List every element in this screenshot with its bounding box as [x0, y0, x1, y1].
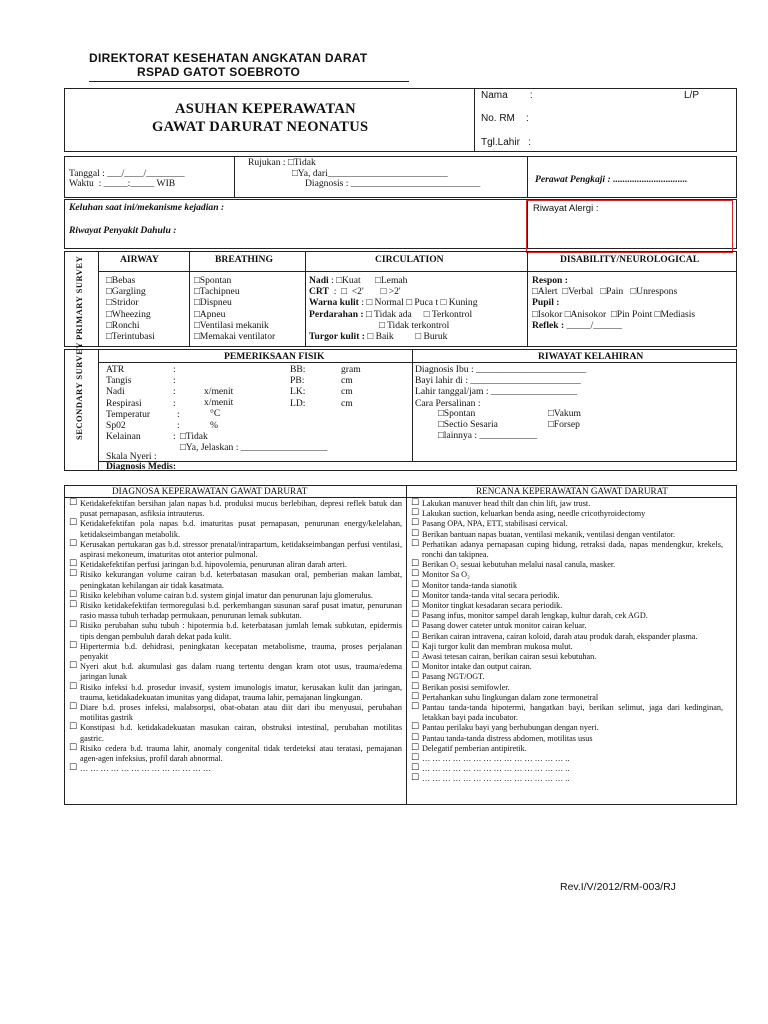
breathing-option[interactable]: □Memakai ventilator [194, 331, 276, 343]
rencana-item[interactable]: ☐ Perhatikan adanya pernapasan cuping hidung, retraksi dada, napas mendengkur, krekels, ronchi dan takipnea. [411, 540, 723, 560]
primary-col-div-3 [527, 251, 528, 347]
respirasi-unit: x/menit [204, 397, 234, 409]
anthropometry-units [341, 364, 361, 409]
patient-gender-field[interactable]: L/P [684, 90, 700, 101]
patient-rm-field[interactable]: No. RM : [481, 113, 529, 124]
diagnosa-item[interactable]: ☐ Ketidakefektifan pola napas b.d. imaturitas pusat pernapasan, penurunan energy/kelelahan, ketidakseimbangan metabolik. [69, 519, 402, 539]
disability-heading: DISABILITY/NEUROLOGICAL [560, 254, 700, 265]
perdarahan-label: Perdarahan : [309, 308, 364, 320]
rencana-item[interactable]: ☐ Awasi tetesan cairan, berikan cairan sesui kebutuhan. [411, 652, 723, 662]
rencana-item[interactable]: ☐ Pantau tanda-tanda distress abdomen, motilitas usus [411, 734, 723, 744]
rencana-heading: RENCANA KEPERAWATAN GAWAT DARURAT [476, 486, 668, 496]
nadi-label: Nadi [309, 275, 329, 286]
rencana-item[interactable]: ☐ Kaji turgor kulit dan membran mukosa mulut. [411, 642, 723, 652]
tanggal-field[interactable]: Tanggal : ___/____/________ [69, 168, 185, 179]
reflek-row[interactable] [532, 320, 695, 331]
respon-label: Respon : [532, 275, 568, 286]
patient-dob-field[interactable]: Tgl.Lahir : [481, 137, 532, 148]
temperatur-unit: °C [210, 408, 221, 420]
anthropometry-labels [290, 364, 305, 409]
persalinan-spontan-option[interactable]: □Spontan [438, 408, 476, 419]
pupil-label: Pupil : [532, 297, 560, 309]
rencana-item[interactable]: ☐ Delegatif pemberian antipiretik. [411, 744, 723, 754]
persalinan-options-left [438, 408, 537, 442]
rencana-item[interactable]: ☐ Berikan bantuan napas buatan, ventilasi mekanik, ventilasi dengan ventilator. [411, 530, 723, 540]
riwayat-kelahiran-heading: RIWAYAT KELAHIRAN [538, 351, 644, 362]
rencana-item[interactable]: ☐ Berikan cairan intravena, cairan koloid, darah atau produk darah, ekspander plasma. [411, 632, 723, 642]
turgor-label: Turgor kulit : [309, 331, 365, 343]
airway-option[interactable]: □Ronchi [106, 319, 140, 331]
rencana-item[interactable]: ☐ … … … … … … … … … … … … … … .. [411, 754, 723, 764]
breathing-option[interactable]: □Ventilasi mekanik [194, 319, 269, 331]
pemeriksaan-fisik-heading: PEMERIKSAAN FISIK [224, 351, 325, 362]
rencana-item[interactable]: ☐ Monitor tingkat kesadaran secara periodik. [411, 601, 723, 611]
rencana-item[interactable]: ☐ Monitor tanda-tanda sianotik [411, 581, 723, 591]
bb-label: BB: [290, 364, 306, 375]
persalinan-forsep-option[interactable]: □Forsep [548, 419, 580, 431]
kelainan-tidak-option[interactable]: □Tidak [180, 431, 208, 442]
kelainan-ya-option[interactable]: □Ya, Jelaskan : __________________ [180, 442, 328, 453]
circulation-heading: CIRCULATION [375, 254, 444, 265]
waktu-field[interactable]: Waktu : _____:_____ WIB [69, 178, 176, 189]
spo2-label: Sp02 [106, 420, 126, 432]
form-title-line1: ASUHAN KEPERAWATAN [175, 101, 356, 117]
diagnosa-item[interactable]: ☐ Risiko kekurangan volume cairan b.d. keterbatasan masukan oral, pemberian makan lambat, peningkatan kehilangan air tidak kasatmata. [69, 570, 402, 590]
pupil-options[interactable]: □Isokor □Anisokor □Pin Point □Mediasis [532, 308, 696, 320]
nadi-row[interactable] [309, 275, 478, 286]
header-underline [89, 81, 409, 82]
diagnosa-item[interactable]: ☐ Risiko kelebihan volume cairan b.d. system ginjal imatur dan penurunan laju glomerulus. [69, 591, 402, 601]
secondary-survey-box [64, 349, 737, 471]
airway-option[interactable]: □Bebas [106, 275, 136, 286]
diagnosa-item[interactable]: ☐ Risiko ketidakefektifan termoregulasi b.d. perkembangan susunan saraf pusat imatur, penurunan rasio massa tubuh terhadap permukaan, penurunan lemak subkutan. [69, 601, 402, 621]
airway-options [106, 275, 155, 342]
visit-divider-2 [527, 156, 528, 198]
keluhan-field[interactable]: Keluhan saat ini/mekanisme kejadian : [69, 202, 225, 213]
primary-col-div-1 [189, 251, 190, 347]
diagnosa-heading: DIAGNOSA KEPERAWATAN GAWAT DARURAT [112, 486, 308, 496]
colon: : [173, 364, 176, 375]
rencana-item[interactable]: ☐ … … … … … … … … … … … … … … .. [411, 764, 723, 774]
warna-kulit-label: Warna kulit [309, 297, 359, 309]
nadi-options: : □Kuat □Lemah [328, 275, 408, 286]
diagnosa-item[interactable]: ☐ Risiko perubahan suhu tubuh : hipotermia b.d. keterbatasan jumlah lemak subkutan, epidermis tipis dengan pembuluh darah dekat pada kulit. [69, 621, 402, 641]
breathing-option[interactable]: □Apneu [194, 308, 226, 320]
diagnosa-item[interactable]: ☐ Diare b.d. proses infeksi, malabsorpsi, obat-obatan atau diit dari ibu menyusui, perubahan motilitas gastrik [69, 703, 402, 723]
perdarahan-row-2[interactable] [309, 320, 478, 331]
rencana-item[interactable]: ☐ Berikan O₂ sesuai kebutuhan melalui nasal canula, masker. [411, 560, 723, 570]
skala-nyeri-field[interactable]: Skala Nyeri : [106, 451, 157, 462]
primary-col-div-2 [305, 251, 306, 347]
reflek-label: Reflek : [532, 319, 565, 331]
nadi-vital-label: Nadi [106, 386, 125, 398]
perdarahan-options: □ Tidak ada □ Terkontrol [363, 308, 473, 320]
diagnosa-item[interactable]: ☐ Kerusakan pertukaran gas b.d. stressor prenatal/intrapartum, ketidakseimbangan perfusi ventilasi, aspirasi mekoneum, imaturitas otot anterior pulmonal. [69, 540, 402, 560]
vital-units [204, 386, 233, 431]
care-plan-divider [406, 485, 407, 805]
primary-label-divider [98, 251, 99, 347]
rencana-item[interactable]: ☐ Monitor tanda-tanda vital secara periodik. [411, 591, 723, 601]
breathing-option[interactable]: □Tachipneu [194, 286, 240, 298]
pb-unit: cm [341, 375, 353, 387]
diagnosa-item[interactable]: ☐ Hipertermia b.d. dehidrasi, peningkatan kecepatan metabolisme, trauma, proses perjalanan penyakit [69, 642, 402, 662]
rencana-item[interactable]: ☐ Pasang OPA, NPA, ETT, stabilisasi cervical. [411, 519, 723, 529]
ld-unit: cm [341, 397, 353, 409]
org-name: DIREKTORAT KESEHATAN ANGKATAN DARAT [89, 51, 368, 65]
respon-options[interactable]: □Alert □Verbal □Pain □Unrespons [532, 286, 678, 298]
rencana-item[interactable]: ☐ Pantau tanda-tanda hipotermi, hangatkan bayi, berikan selimut, jaga dari kedinginan, letakkan bayi pada incubator. [411, 703, 723, 723]
pb-label: PB: [290, 375, 305, 387]
riwayat-penyakit-field[interactable]: Riwayat Penyakit Dahulu : [69, 225, 177, 236]
diagnosis-medis-field[interactable]: Diagnosis Medis: [106, 461, 177, 472]
turgor-options: □ Baik □ Buruk [364, 331, 448, 343]
rencana-item[interactable]: ☐ Lakukan suction, keluarkan benda asing, needle cricothyroidectomy [411, 509, 723, 519]
tangis-label: Tangis [106, 375, 132, 387]
rencana-item[interactable]: ☐ Monitor intake dan output cairan. [411, 662, 723, 672]
breathing-option[interactable]: □Dispneu [194, 297, 232, 309]
reflek-value: _____/______ [564, 319, 623, 331]
rencana-item[interactable]: ☐ … … … … … … … … … … … … … … .. [411, 774, 723, 784]
perawat-pengkaji-field[interactable]: Perawat Pengkaji : ............................... [535, 174, 688, 185]
colon: : [173, 397, 176, 409]
warna-kulit-options: : □ Normal □ Puca t □ Kuning [358, 297, 478, 309]
persalinan-vakum-option[interactable]: □Vakum [548, 408, 581, 419]
breathing-options [194, 275, 275, 342]
riwayat-alergi-field[interactable]: Riwayat Alergi : [533, 203, 599, 214]
vital-labels [106, 364, 150, 442]
breathing-heading: BREATHING [215, 254, 273, 265]
rencana-list [411, 499, 723, 785]
colon: : [173, 386, 176, 398]
diagnosa-item[interactable]: ☐ Nyeri akut b.d. akumulasi gas dalam ruang tertentu dengan kram otot usus, trauma/edema jaringan lunak [69, 662, 402, 682]
diagnosa-item[interactable]: ☐ Risiko infeksi b.d. prosedur invasif, system imunologis imatur, kerusakan kulit dan jaringan, trauma, ketidakadekuatan imunitas yang didapat, trauma lahir, pemajanan lingkungan. [69, 683, 402, 703]
hospital-name: RSPAD GATOT SOEBROTO [137, 65, 301, 79]
airway-option[interactable]: □Terintubasi [106, 331, 155, 343]
diagnosa-item[interactable]: ☐ Ketidakefektifan perfusi jaringan b.d. hipovolemia, penurunan aliran darah arteri. [69, 560, 402, 570]
breathing-option[interactable]: □Spontan [194, 275, 232, 286]
rencana-item[interactable]: ☐ Pantau perilaku bayi yang berhubungan dengan nyeri. [411, 723, 723, 733]
rencana-item[interactable]: ☐ Monitor Sa O₂ [411, 570, 723, 580]
colon: : [173, 431, 176, 443]
diagnosa-item[interactable]: ☐ Konstipasi b.d. ketidakadekuatan masukan cairan, obstruksi intestinal, perubahan motilitas gastric. [69, 723, 402, 743]
airway-option[interactable]: □Stridor [106, 297, 139, 309]
airway-heading: AIRWAY [120, 254, 159, 265]
lk-unit: cm [341, 386, 353, 398]
patient-name-field[interactable]: Nama : [481, 90, 533, 101]
secondary-label-divider [98, 349, 99, 471]
cara-persalinan-label: Cara Persalinan : [415, 397, 481, 409]
rencana-item[interactable]: ☐ Pasang infus, monitor sampel darah lengkap, kultur darah, cek AGD. [411, 611, 723, 621]
rencana-item[interactable]: ☐ Berikan posisi semifowler. [411, 683, 723, 693]
lk-label: LK: [290, 386, 306, 398]
diagnosa-item[interactable]: ☐ … … … … … … … … … … … … … [69, 764, 402, 774]
bayi-lahir-field[interactable]: Bayi lahir di : _______________________ [415, 375, 581, 387]
nadi-unit: x/menit [204, 386, 234, 397]
colon: : [173, 375, 176, 387]
diagnosa-item[interactable]: ☐ Risiko cedera b.d. trauma lahir, anomaly congenital tidak terdeteksi atau teratasi, pemajanan agen-agen infeksius, profil darah abnormal. [69, 744, 402, 764]
circulation-options [309, 275, 478, 342]
airway-option[interactable]: □Gargling [106, 286, 146, 298]
lahir-tanggal-field[interactable]: Lahir tanggal/jam : __________________ [415, 386, 578, 398]
diagnosis-ibu-field[interactable]: Diagnosis Ibu : _______________________ [415, 364, 587, 375]
diagnosa-item[interactable]: ☐ Ketidakefektifan bersihan jalan napas b.d. produksi mucus berlebihan, depresi reflek batuk dan pusat pernapasan, asfiksia intrauterus. [69, 499, 402, 519]
persalinan-options-right [548, 408, 581, 430]
crt-label: CRT [309, 286, 329, 298]
warna-kulit-row[interactable] [309, 297, 478, 308]
kelainan-label: Kelainan [106, 431, 141, 443]
temperatur-label: Temperatur [106, 408, 151, 420]
revision-code: Rev.I/V/2012/RM-003/RJ [560, 881, 676, 893]
spo2-unit: % [210, 419, 218, 431]
title-divider [474, 88, 475, 152]
primary-survey-label: PRIMARY SURVEY [74, 255, 84, 340]
ld-label: LD: [290, 397, 306, 409]
visit-divider-1 [234, 156, 235, 198]
colon: : [177, 408, 180, 420]
colon: : [177, 420, 180, 432]
perdarahan-options-2: □ Tidak terkontrol [379, 319, 450, 331]
disability-options [532, 275, 695, 331]
form-title-line2: GAWAT DARURAT NEONATUS [152, 119, 369, 135]
primary-head-line [98, 271, 737, 272]
crt-options: : □ <2' □ >2' [328, 286, 401, 298]
riwayat-kelahiran-fields [415, 364, 586, 409]
rujukan-tidak-option[interactable]: Rujukan : □Tidak [248, 157, 316, 168]
rujukan-diagnosis-field[interactable]: Diagnosis : ___________________________ [305, 178, 481, 189]
rencana-item[interactable]: ☐ Pasang NGT/OGT. [411, 672, 723, 682]
airway-option[interactable]: □Wheezing [106, 308, 151, 320]
turgor-row[interactable] [309, 331, 478, 342]
respirasi-label: Respirasi [106, 397, 142, 409]
rencana-item[interactable]: ☐ Pasang dower cateter untuk monitor cairan keluar. [411, 621, 723, 631]
bb-unit: gram [341, 364, 361, 375]
secondary-survey-label: SECONDARY SURVEY [74, 341, 84, 440]
rencana-item[interactable]: ☐ Pertahankan suhu lingkungan dalam zone termonetral [411, 693, 723, 703]
persalinan-sectio-option[interactable]: □Sectio Sesaria [438, 419, 498, 431]
rencana-item[interactable]: ☐ Lakukan manuver head thilt dan chin lift, jaw trust. [411, 499, 723, 509]
vital-colons [173, 364, 180, 442]
atr-label: ATR [106, 364, 125, 375]
persalinan-lainnya-option[interactable]: □lainnya : ____________ [438, 430, 538, 442]
crt-row[interactable] [309, 286, 478, 297]
rujukan-ya-option[interactable]: □Ya, dari_________________________ [292, 168, 448, 179]
diagnosa-list [69, 499, 402, 774]
diagnosis-medis-line [98, 461, 737, 462]
perdarahan-row[interactable] [309, 309, 478, 320]
secondary-col-divider [412, 349, 413, 461]
